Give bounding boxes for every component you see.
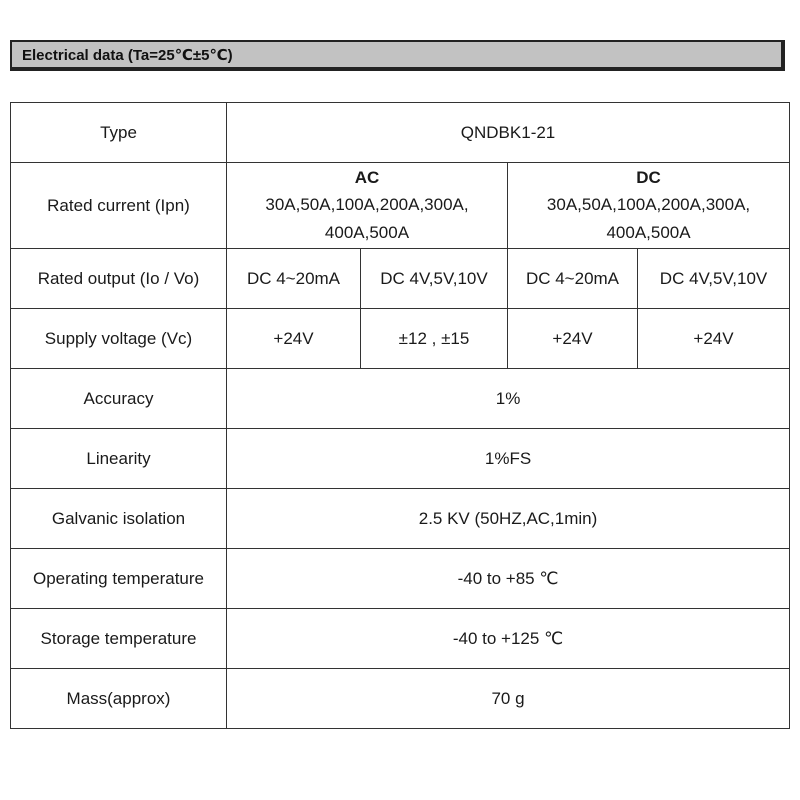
table-row-mass (11, 669, 790, 729)
rated-output-ac-current: DC 4~20mA (227, 249, 361, 309)
supply-voltage-2: ±12 , ±15 (361, 309, 508, 369)
dc-current-values: 30A,50A,100A,200A,300A, 400A,500A (546, 194, 751, 242)
type-label: Type (11, 103, 227, 163)
table-row-storage-temperature (11, 609, 790, 669)
supply-voltage-4: +24V (638, 309, 790, 369)
section-title: Electrical data (Ta=25℃±5℃) (22, 46, 233, 64)
rated-output-dc-voltage: DC 4V,5V,10V (638, 249, 790, 309)
rated-current-dc-cell (508, 163, 790, 249)
table-row-accuracy (11, 369, 790, 429)
ac-heading: AC (354, 167, 380, 187)
rated-current-ac-cell (227, 163, 508, 249)
mass-value: 70 g (227, 669, 790, 729)
table-row-linearity (11, 429, 790, 489)
table-row-rated-output (11, 249, 790, 309)
rated-output-label: Rated output (Io / Vo) (11, 249, 227, 309)
rated-output-ac-voltage: DC 4V,5V,10V (361, 249, 508, 309)
galvanic-isolation-label: Galvanic isolation (11, 489, 227, 549)
supply-voltage-3: +24V (508, 309, 638, 369)
accuracy-value: 1% (227, 369, 790, 429)
table-row-rated-current (11, 163, 790, 249)
type-value: QNDBK1-21 (227, 103, 790, 163)
galvanic-isolation-value: 2.5 KV (50HZ,AC,1min) (227, 489, 790, 549)
linearity-value: 1%FS (227, 429, 790, 489)
rated-output-dc-current: DC 4~20mA (508, 249, 638, 309)
dc-heading: DC (636, 167, 661, 187)
supply-voltage-label: Supply voltage (Vc) (11, 309, 227, 369)
rated-current-label: Rated current (Ipn) (11, 163, 227, 249)
table-row-supply-voltage (11, 309, 790, 369)
operating-temperature-value: -40 to +85 ℃ (227, 549, 790, 609)
operating-temperature-label: Operating temperature (11, 549, 227, 609)
section-header (10, 40, 785, 71)
table-row-galvanic-isolation (11, 489, 790, 549)
accuracy-label: Accuracy (11, 369, 227, 429)
supply-voltage-1: +24V (227, 309, 361, 369)
table-row-operating-temperature (11, 549, 790, 609)
ac-current-values: 30A,50A,100A,200A,300A, 400A,500A (265, 194, 469, 242)
storage-temperature-value: -40 to +125 ℃ (227, 609, 790, 669)
linearity-label: Linearity (11, 429, 227, 489)
storage-temperature-label: Storage temperature (11, 609, 227, 669)
table-row-type (11, 103, 790, 163)
electrical-data-table (10, 102, 790, 729)
mass-label: Mass(approx) (11, 669, 227, 729)
